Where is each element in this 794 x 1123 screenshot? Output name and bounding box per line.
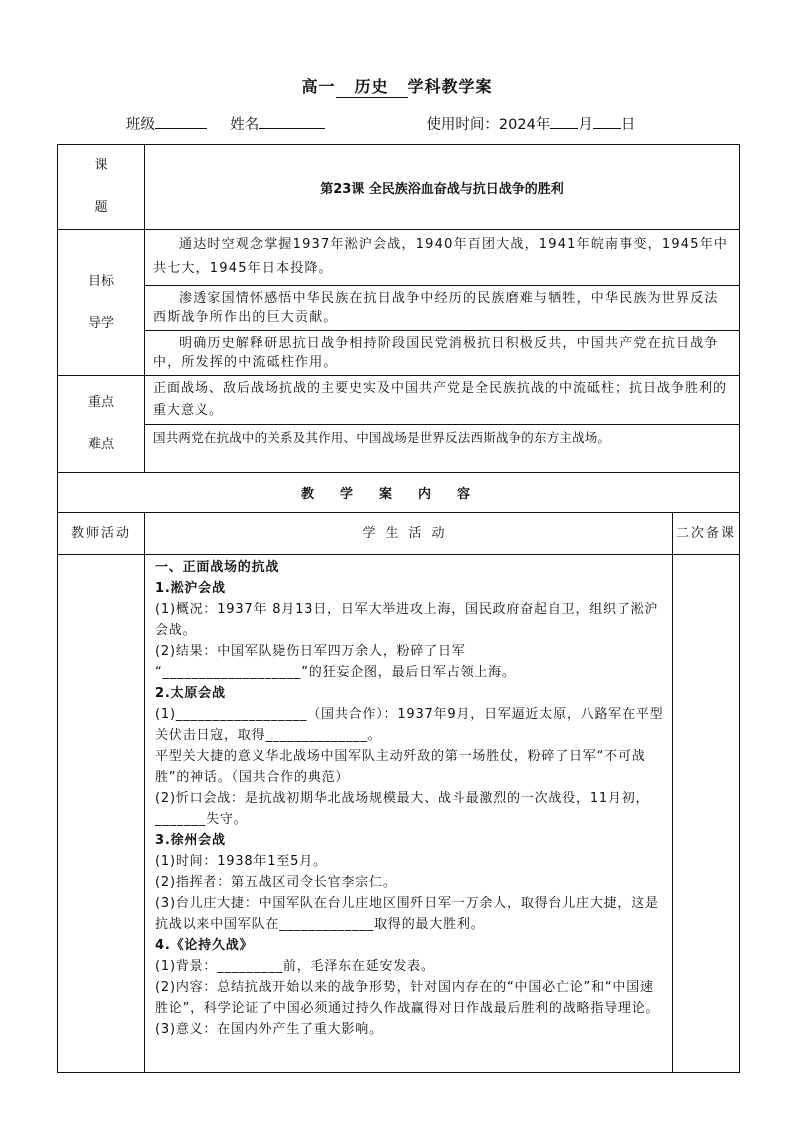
goal-label	[58, 230, 145, 376]
chijiu-background: (1)背景：_________前，毛泽东在延安发表。	[155, 959, 435, 974]
goal-item-1: 通达时空观念掌握1937年淞沪会战，1940年百团大战，1941年皖南事变，1945年中共七大，1945年日本投降。	[145, 230, 740, 286]
col-second-prep: 二次备课	[673, 513, 740, 555]
topic-label	[58, 145, 145, 230]
xuzhou-taierzhuang: (3)台儿庄大捷：中国军队在台儿庄地区围歼日军一万余人，取得台儿庄大捷，这是抗战以来中国军队在_____________取得的最大胜利。	[155, 896, 659, 932]
songhu-result-blank: “___________________”的狂妄企图，最后日军占领上海。	[155, 665, 516, 680]
lesson-table	[57, 144, 740, 1073]
section-heading: 一、正面战场的抗战	[155, 560, 280, 575]
title-suffix: 学科教学案	[407, 77, 493, 96]
day-blank[interactable]	[593, 128, 621, 129]
goal-item-2: 渗透家国情怀感悟中华民族在抗日战争中经历的民族磨难与牺牲，中华民族为世界反法西斯战争所作出的巨大贡献。	[145, 286, 740, 331]
student-activity-cell	[145, 555, 673, 1073]
key-label-1: 重点	[87, 395, 114, 410]
day-label: 日	[620, 117, 636, 133]
taiyuan-xinkou: (2)忻口会战：是抗战初期华北战场规模最大、战斗最激烈的一次战役，11月初，_______失守。	[155, 791, 650, 827]
info-line	[126, 113, 635, 134]
month-label: 月	[578, 117, 593, 133]
key-label-2: 难点	[87, 437, 114, 452]
class-label: 班级	[126, 117, 155, 133]
col-teacher-activity: 教师活动	[58, 513, 145, 555]
taiyuan-significance: 平型关大捷的意义华北战场中国军队主动歼敌的第一场胜仗，粉碎了日军“不可战胜”的神话。（国共合作的典范）	[155, 749, 646, 785]
xuzhou-commander: (2)指挥者：第五战区司令长官李宗仁。	[155, 875, 397, 890]
key-label	[58, 376, 145, 473]
date-label: 使用时间：2024年	[426, 117, 551, 133]
topic-label-1: 课	[94, 158, 108, 173]
teacher-activity-cell[interactable]	[58, 555, 145, 1073]
col-student-activity: 学生活动	[145, 513, 673, 555]
lesson-title: 第23课 全民族浴血奋战与抗日战争的胜利	[145, 145, 740, 230]
subject-field	[336, 74, 408, 98]
goal-label-1: 目标	[87, 273, 114, 289]
taiyuan-pingxingguan: (1)__________________（国共合作）：1937年9月，日军逼近太原，八路军在平型关伏击日寇，取得______________。	[155, 707, 664, 743]
second-prep-cell[interactable]	[673, 555, 740, 1073]
xuzhou-time: (1)时间：1938年1至5月。	[155, 854, 327, 869]
chijiu-content: (2)内容：总结抗战开始以来的战争形势，针对国内存在的“中国必亡论”和“中国速胜论”，科学论证了中国必须通过持久作战赢得对日作战最后胜利的战略指导理论。	[155, 980, 660, 1016]
songhu-overview: (1)概况：1937年 8月13日，日军大举进攻上海，国民政府奋起自卫，组织了淞沪会战。	[155, 602, 659, 638]
chijiu-significance: (3)意义：在国内外产生了重大影响。	[155, 1022, 383, 1037]
difficult-point: 国共两党在抗战中的关系及其作用、中国战场是世界反法西斯战争的东方主战场。	[145, 425, 740, 473]
page-title	[0, 74, 794, 98]
class-blank[interactable]	[155, 128, 207, 129]
heading-songhu: 1.淞沪会战	[155, 581, 226, 596]
heading-xuzhou: 3.徐州会战	[155, 833, 226, 848]
heading-taiyuan: 2.太原会战	[155, 686, 226, 701]
topic-label-2: 题	[94, 200, 108, 215]
songhu-result: (2)结果：中国军队毙伤日军四万余人，粉碎了日军	[155, 644, 466, 659]
grade-text: 高一	[301, 77, 336, 96]
key-point: 正面战场、敌后战场抗战的主要史实及中国共产党是全民族抗战的中流砥柱；抗日战争胜利的重大意义。	[145, 376, 740, 425]
name-blank[interactable]	[259, 128, 325, 129]
goal-label-2: 导学	[87, 315, 114, 331]
section-title: 教学案内容	[58, 473, 740, 513]
subject-text: 历史	[354, 77, 389, 96]
month-blank[interactable]	[550, 128, 578, 129]
heading-chijiu: 4.《论持久战》	[155, 938, 254, 953]
goal-item-3: 明确历史解释研思抗日战争相持阶段国民党消极抗日积极反共，中国共产党在抗日战争中，所发挥的中流砥柱作用。	[145, 331, 740, 376]
name-label: 姓名	[230, 117, 260, 133]
